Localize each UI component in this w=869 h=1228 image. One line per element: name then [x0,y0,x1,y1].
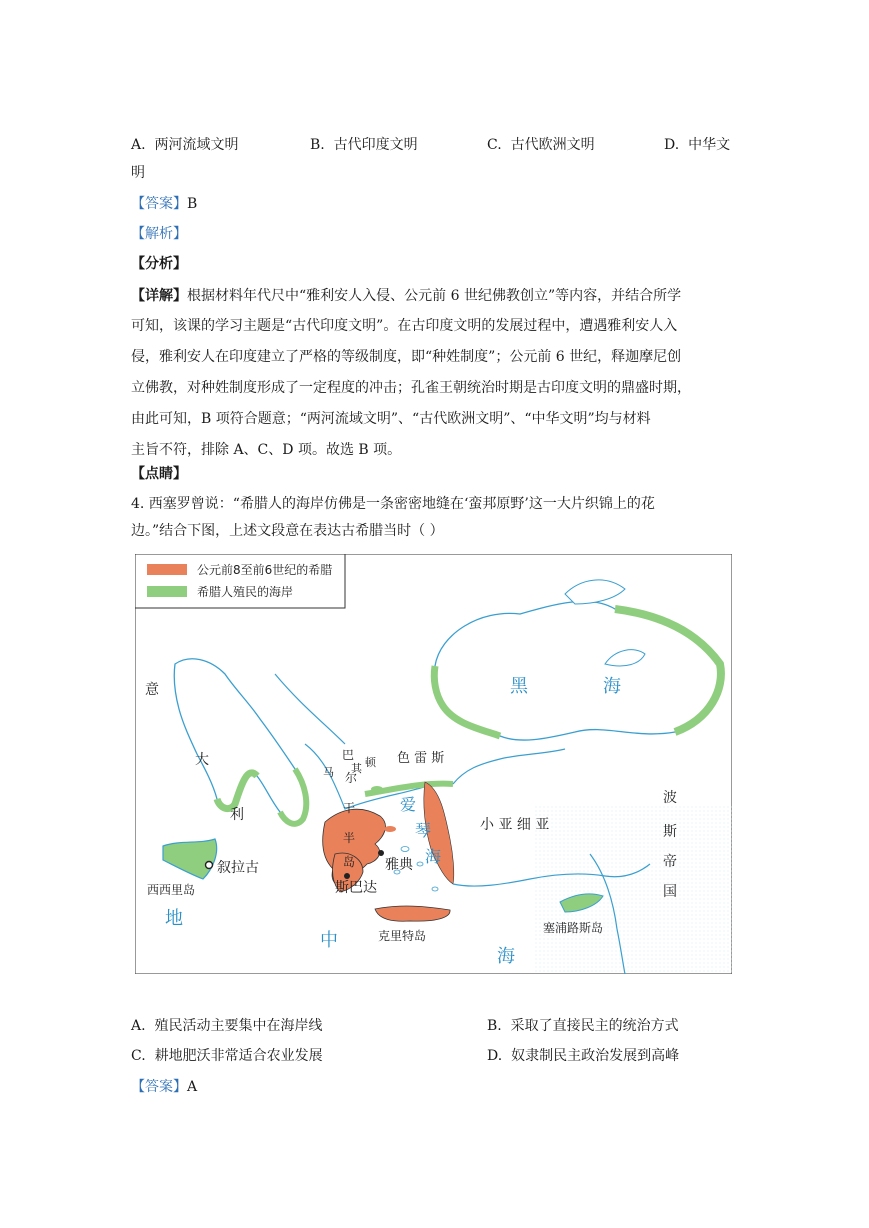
analysis-tag: 【解析】 [131,226,187,242]
legend-swatch-colonies [147,586,187,597]
q4-option-a: A. 殖民活动主要集中在海岸线 [131,1018,323,1034]
detail-line-4: 立佛教，对种姓制度形成了一定程度的冲击；孔雀王朝统治时期是古印度文明的鼎盛时期， [131,380,691,396]
label-xilagu: 叙拉古 [217,860,259,876]
sparta-marker [344,873,350,879]
q3-answer [131,194,197,214]
label-ai: 爱 [400,795,417,814]
label-guo: 国 [663,884,677,900]
q3-option-c: C. 古代欧洲文明 [487,137,595,153]
detail-line-5: 由此可知，B 项符合题意；“两河流域文明”、“古代欧洲文明”、“中华文明”均与材料 [131,411,651,427]
label-si: 斯 [663,824,677,840]
detail-tag: 【详解】 [131,288,187,304]
label-hai-black: 海 [603,676,621,697]
label-qin: 琴 [415,821,432,840]
label-sileisi: 色 雷 斯 [397,751,445,766]
label-kelitedao: 克里特岛 [378,929,427,943]
label-hai-aegean: 海 [425,847,442,866]
q4-stem-line-1: 4. 西塞罗曾说：“希腊人的海岸仿佛是一条密密地缝在‘蛮邦原野’这一大片织锦上的花 [131,496,655,512]
greece-colonization-map [135,554,732,974]
detail-line-6: 主旨不符，排除 A、C、D 项。故选 B 项。 [131,442,402,458]
label-dun: 顿 [365,756,376,769]
q4-answer [131,1077,197,1097]
crete [375,906,450,921]
q3-option-a: A. 两河流域文明 [131,137,239,153]
label-di: 地 [165,908,183,929]
detail-line-2: 可知，该课的学习主题是“古代印度文明”。在古印度文明的发展过程中，遭遇雅利安人入 [131,318,678,334]
sea-texture [535,804,732,974]
label-ma: 马 [323,766,334,779]
label-da: 大 [195,752,209,768]
detail-line-1: 【详解】根据材料年代尺中“雅利安人入侵、公元前 6 世纪佛教创立”等内容，并结合所学 [131,288,682,304]
label-di2: 帝 [663,854,677,870]
syracuse-marker [206,862,213,869]
label-yadian: 雅典 [385,857,413,873]
q3-option-d: D. 中华文 [664,137,731,153]
label-gan: 干 [343,801,356,815]
q4-option-d: D. 奴隶制民主政治发展到高峰 [487,1048,680,1064]
label-ban: 半 [343,831,356,845]
label-bo: 波 [663,790,677,806]
q4-answer-value: A [187,1079,198,1095]
label-li: 利 [230,807,244,823]
label-ba: 巴 [342,748,355,762]
q4-stem-line-2: 边。”结合下图，上述文段意在表达古希腊当时（ ） [131,523,444,539]
legend-swatch-greece [147,564,187,575]
label-xixili: 西西里岛 [147,883,196,897]
label-qi: 其 [351,762,362,775]
q4-answer-tag: 【答案】 [131,1079,187,1095]
label-xiaoyaxiya: 小 亚 细 亚 [480,817,550,833]
label-hei: 黑 [510,676,528,697]
label-sibada: 斯巴达 [335,880,377,896]
fenxi-tag: 【分析】 [131,256,187,272]
q4-option-c: C. 耕地肥沃非常适合农业发展 [131,1048,323,1064]
athens-marker [378,850,384,856]
label-hai-med: 海 [497,946,515,967]
detail-line-3: 侵，雅利安人在印度建立了严格的等级制度，即“种姓制度”；公元前 6 世纪，释迦摩尼创 [131,349,682,365]
answer-tag: 【答案】 [131,196,187,212]
q3-option-b: B. 古代印度文明 [310,137,418,153]
q4-option-b: B. 采取了直接民主的统治方式 [487,1018,679,1034]
dianjing-tag: 【点睛】 [131,466,187,482]
legend-label-greece: 公元前8至前6世纪的希腊 [197,563,333,577]
label-yi: 意 [145,682,159,698]
label-saipulusidao: 塞浦路斯岛 [543,921,604,935]
answer-value: B [187,196,198,212]
label-dao: 岛 [343,855,356,869]
label-er: 尔 [345,771,358,785]
label-zhong: 中 [320,930,338,951]
q3-option-d-wrap: 明 [131,165,145,181]
legend-label-colonies: 希腊人殖民的海岸 [197,585,294,599]
